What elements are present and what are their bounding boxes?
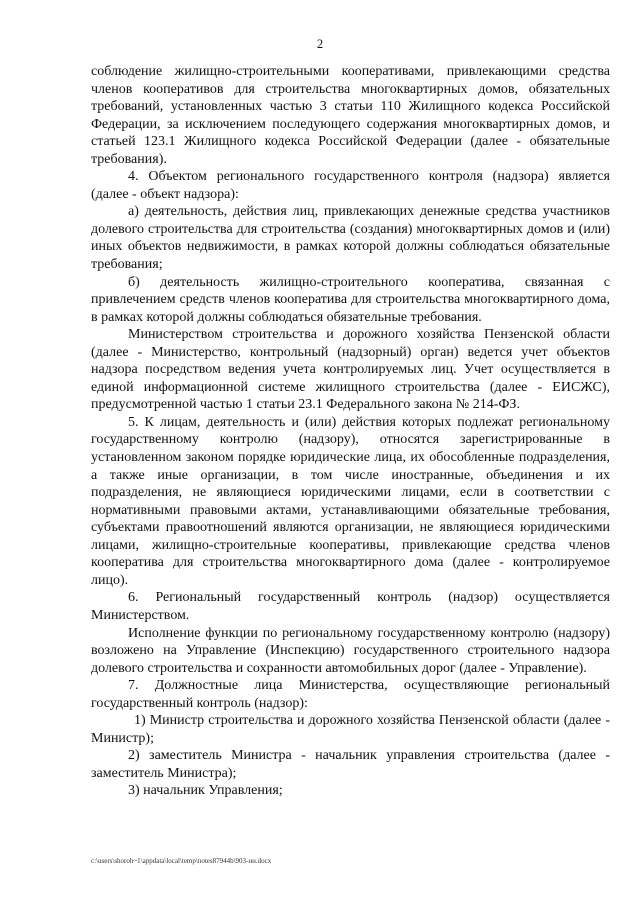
document-body [91,63,610,800]
paragraph-4-object-of-control: 4. Объектом регионального государственного контроля (надзора) является (далее - объект надзора): [91,169,610,202]
list-item-deputy-minister: 2) заместитель Министра - начальник управления строительства (далее - заместитель Министра); [91,748,610,781]
paragraph-5-controlled-persons: 5. К лицам, деятельность и (или) действия которых подлежат региональному государственному контролю (надзору), относятся зарегистрированные в установленном законом порядке юридические лица, их обособленные подразделения, а также иные организации, в том числе иностранные, объединения и их подразделения, не являющиеся юридическими лицами, если в соответствии с нормативными правовыми актами, устанавливающими обязательные требования, субъектами правоотношений являются организации, не являющиеся юридическими лицами, жилищно-строительные кооперативы, привлекающие средства членов кооператива для строительства многоквартирного дома (далее - контролируемое лицо). [91,414,610,588]
paragraph-compliance-continuation: соблюдение жилищно-строительными кооперативами, привлекающими средства членов кооперативов для строительства многоквартирных домов, обязательных требований, установленных частью 3 статьи 110 Жилищного кодекса Российской Федерации, за исключением последующего содержания многоквартирных домов, и статьей 123.1 Жилищного кодекса Российской Федерации (далее - обязательные требования). [91,64,610,167]
paragraph-7-officials: 7. Должностные лица Министерства, осуществляющие региональный государственный контроль (надзор): [91,678,610,711]
file-path-footer: c:\users\shoroh~1\appdata\local\temp\notes87944b\903-ин.docx [91,857,272,865]
list-item-minister: 1) Министр строительства и дорожного хозяйства Пензенской области (далее - Министр); [91,713,610,746]
page-number: 2 [316,37,324,51]
paragraph-6-control-body: 6. Региональный государственный контроль (надзор) осуществляется Министерством. [91,590,610,623]
paragraph-execution: Исполнение функции по региональному государственному контролю (надзору) возложено на Управление (Инспекцию) государственного строительного надзора долевого строительства и сохранности автомобильных дорог (далее - Управление). [91,625,610,676]
list-item-head-of-directorate: 3) начальник Управления; [128,783,283,799]
paragraph-4b: б) деятельность жилищно-строительного кооператива, связанная с привлечением средств членов кооператива для строительства многоквартирного дома, в рамках которой должны соблюдаться обязательные требования. [91,274,610,325]
paragraph-registry: Министерством строительства и дорожного хозяйства Пензенской области (далее - Министерство, контрольный (надзорный) орган) ведется учет объектов надзора посредством ведения учета контролируемых лиц. Учет осуществляется в единой информационной системе жилищного строительства (далее - ЕИСЖС), предусмотренной частью 1 статьи 23.1 Федерального закона № 214-ФЗ. [91,327,610,413]
paragraph-4a: а) деятельность, действия лиц, привлекающих денежные средства участников долевого строительства для строительства (создания) многоквартирных домов и (или) иных объектов недвижимости, в рамках которой должны соблюдаться обязательные требования; [91,204,610,273]
